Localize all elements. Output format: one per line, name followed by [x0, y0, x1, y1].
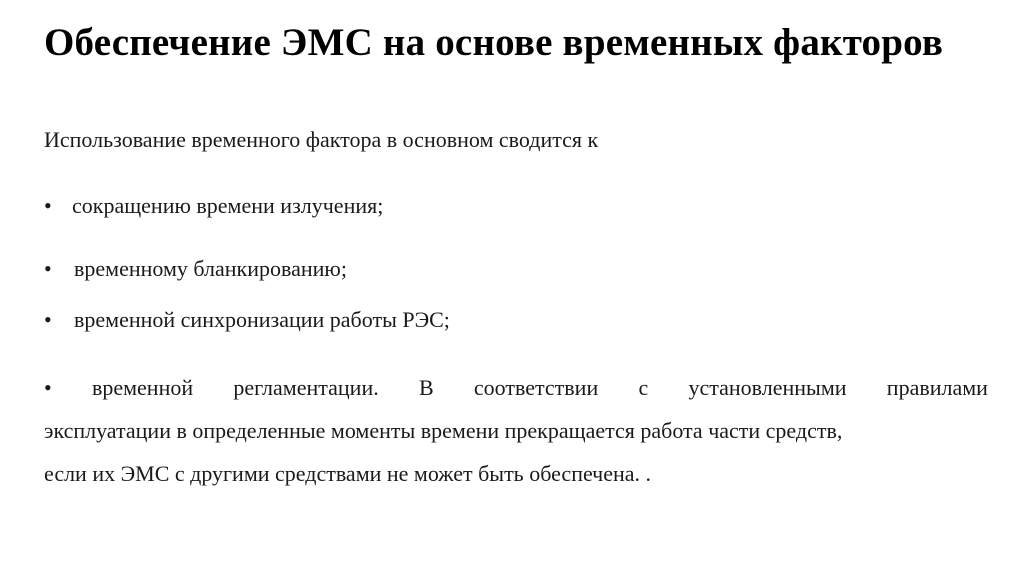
intro-text: Использование временного фактора в основном сводится к: [44, 127, 599, 152]
bullet-text: временному бланкированию;: [74, 256, 347, 281]
paragraph-word: В: [418, 375, 434, 400]
bullet-icon: •: [44, 307, 52, 332]
paragraph-word: соответствии: [473, 375, 599, 400]
paragraph-word: правилами: [886, 375, 988, 400]
paragraph-line: эксплуатации в определенные моменты времени прекращается работа части средств,: [44, 418, 843, 443]
paragraph-word: с: [638, 375, 649, 400]
paragraph-word: установленными: [688, 375, 847, 400]
bullet-text: сокращению времени излучения;: [72, 193, 384, 218]
bullet-item: [44, 193, 383, 219]
bullet-icon: •: [44, 256, 52, 281]
paragraph-word: регламентации.: [233, 375, 379, 400]
bullet-icon: •: [44, 375, 52, 400]
bullet-item-paragraph: [44, 366, 988, 495]
bullet-item: [44, 256, 347, 282]
paragraph-word: временной: [91, 375, 194, 400]
paragraph-line-justified: [44, 366, 988, 409]
bullet-icon: •: [44, 193, 52, 218]
bullet-item: [44, 307, 450, 333]
paragraph-line: если их ЭМС с другими средствами не может быть обеспечена. .: [44, 461, 652, 486]
slide-title: Обеспечение ЭМС на основе временных факторов: [44, 21, 944, 64]
bullet-text: временной синхронизации работы РЭС;: [74, 307, 450, 332]
